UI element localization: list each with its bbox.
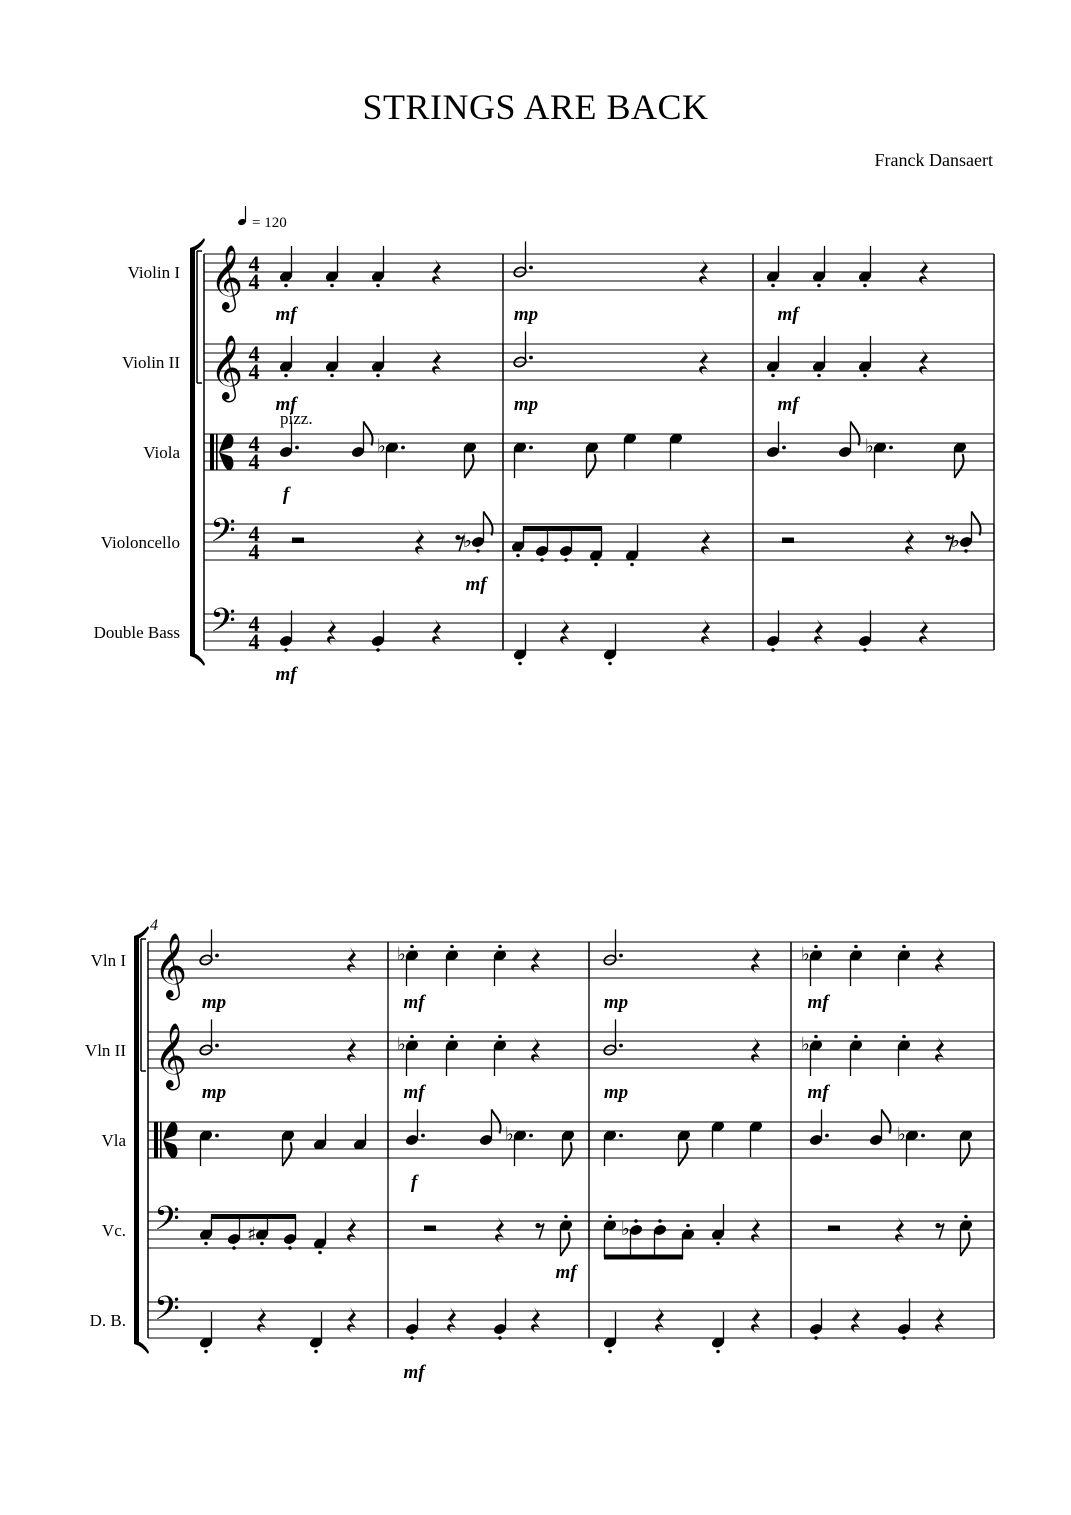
- note-flag: [484, 511, 493, 535]
- augmentation-dot: [421, 1134, 425, 1138]
- half-rest: [424, 1226, 436, 1232]
- alto-clef-bar: [154, 1122, 158, 1158]
- time-signature-bottom: 4: [248, 539, 260, 564]
- staccato-dot: [518, 662, 522, 666]
- dynamic-marking: mf: [275, 664, 297, 685]
- treble-clef: 𝄞: [210, 335, 244, 400]
- time-signature-top: 4: [248, 521, 260, 546]
- augmentation-dot: [215, 1044, 219, 1048]
- note-flag: [961, 1142, 970, 1166]
- dynamic-marking: mp: [513, 394, 539, 415]
- staccato-dot: [594, 563, 598, 567]
- bracket-bottom-hook: [134, 1340, 149, 1354]
- staccato-dot: [608, 1350, 612, 1354]
- dynamic-marking: mf: [275, 304, 297, 325]
- dynamic-marking: mf: [777, 394, 799, 415]
- instrument-name: Violin I: [127, 263, 180, 282]
- note-beam: [604, 1255, 683, 1260]
- note-flag: [955, 454, 964, 478]
- staccato-dot: [498, 1035, 502, 1039]
- staccato-dot: [964, 549, 968, 553]
- staccato-dot: [204, 1350, 208, 1354]
- flat-accidental: ♭: [801, 943, 810, 966]
- staccato-dot: [854, 945, 858, 949]
- staccato-dot: [284, 374, 288, 378]
- treble-clef: 𝄞: [154, 1023, 188, 1088]
- measure-number: 4: [150, 917, 158, 934]
- staccato-dot: [410, 945, 414, 949]
- treble-clef: 𝄞: [154, 933, 188, 998]
- note-beam: [523, 526, 602, 531]
- staccato-dot: [863, 648, 867, 652]
- bass-clef: 𝄢: [210, 602, 236, 648]
- score-title: STRINGS ARE BACK: [362, 87, 709, 127]
- alto-clef-bar: [216, 434, 218, 470]
- staccato-dot: [318, 1251, 322, 1255]
- staccato-dot: [376, 284, 380, 288]
- dynamic-marking: f: [282, 484, 290, 505]
- staccato-dot: [716, 1242, 720, 1246]
- note-flag: [961, 1232, 970, 1256]
- staccato-dot: [902, 945, 906, 949]
- bracket-top-hook: [190, 238, 205, 252]
- staccato-dot: [450, 945, 454, 949]
- time-signature-top: 4: [248, 611, 260, 636]
- dynamic-marking: mp: [603, 992, 629, 1013]
- instrument-name: Violin II: [122, 353, 180, 372]
- staccato-dot: [686, 1224, 690, 1228]
- staccato-dot: [814, 1035, 818, 1039]
- staccato-dot: [771, 374, 775, 378]
- time-signature-top: 4: [248, 251, 260, 276]
- dynamic-marking: mf: [403, 1082, 425, 1103]
- note-flag: [972, 511, 981, 535]
- instrument-name: Double Bass: [93, 623, 180, 642]
- time-signature-bottom: 4: [248, 359, 260, 384]
- augmentation-dot: [401, 446, 405, 450]
- augmentation-dot: [295, 446, 299, 450]
- augmentation-dot: [782, 446, 786, 450]
- staccato-dot: [964, 1215, 968, 1219]
- note-flag: [851, 421, 860, 445]
- sharp-accidental: ♯: [247, 1223, 257, 1246]
- expression-text: pizz.: [280, 409, 313, 428]
- flat-accidental: ♭: [865, 435, 874, 458]
- instrument-name: Vln II: [84, 1041, 126, 1060]
- staccato-dot: [284, 648, 288, 652]
- augmentation-dot: [921, 1134, 925, 1138]
- instrument-name: D. B.: [89, 1311, 126, 1330]
- half-rest: [828, 1226, 840, 1232]
- dynamic-marking: mf: [465, 574, 487, 595]
- staccato-dot: [288, 1246, 292, 1250]
- staccato-dot: [284, 284, 288, 288]
- bass-clef: 𝄢: [210, 512, 236, 558]
- instrument-name: Viola: [143, 443, 180, 462]
- staccato-dot: [814, 1336, 818, 1340]
- flat-accidental: ♭: [463, 530, 472, 552]
- alto-clef-bar: [160, 1122, 162, 1158]
- tempo-marking: = 120: [252, 215, 287, 231]
- staccato-dot: [410, 1336, 414, 1340]
- bracket-bottom-hook: [190, 652, 205, 666]
- augmentation-dot: [529, 446, 533, 450]
- bass-clef: 𝄢: [154, 1290, 180, 1336]
- composer-name: Franck Dansaert: [874, 150, 993, 170]
- instrument-name: Vc.: [101, 1221, 126, 1240]
- staccato-dot: [540, 558, 544, 562]
- staccato-dot: [630, 563, 634, 567]
- augmentation-dot: [825, 1134, 829, 1138]
- augmentation-dot: [215, 1134, 219, 1138]
- time-signature-top: 4: [248, 431, 260, 456]
- staccato-dot: [814, 945, 818, 949]
- staccato-dot: [204, 1242, 208, 1246]
- flat-accidental: ♭: [505, 1123, 514, 1146]
- note-beam: [211, 1214, 296, 1219]
- bass-clef: 𝄢: [154, 1200, 180, 1246]
- augmentation-dot: [529, 1134, 533, 1138]
- time-signature-bottom: 4: [248, 449, 260, 474]
- time-signature-bottom: 4: [248, 269, 260, 294]
- dynamic-marking: mf: [555, 1262, 577, 1283]
- dynamic-marking: mp: [513, 304, 539, 325]
- dynamic-marking: mf: [807, 992, 829, 1013]
- augmentation-dot: [529, 266, 533, 270]
- staccato-dot: [498, 945, 502, 949]
- staccato-dot: [608, 1215, 612, 1219]
- staccato-dot: [902, 1336, 906, 1340]
- staccato-dot: [716, 1350, 720, 1354]
- note-flag: [492, 1109, 501, 1133]
- staccato-dot: [476, 549, 480, 553]
- time-signature-bottom: 4: [248, 629, 260, 654]
- dynamic-marking: mf: [807, 1082, 829, 1103]
- flat-accidental: ♭: [951, 530, 960, 552]
- dynamic-marking: mf: [275, 394, 297, 415]
- augmentation-dot: [889, 446, 893, 450]
- staccato-dot: [817, 284, 821, 288]
- staccato-dot: [817, 374, 821, 378]
- note-flag: [563, 1142, 572, 1166]
- staccato-dot: [771, 648, 775, 652]
- flat-accidental: ♭: [621, 1218, 630, 1240]
- note-flag: [679, 1142, 688, 1166]
- dynamic-marking: mf: [403, 992, 425, 1013]
- instrument-name: Vla: [101, 1131, 126, 1150]
- dynamic-marking: mf: [777, 304, 799, 325]
- note-flag: [587, 454, 596, 478]
- staccato-dot: [658, 1219, 662, 1223]
- staccato-dot: [634, 1219, 638, 1223]
- staccato-dot: [564, 1215, 568, 1219]
- flat-accidental: ♭: [397, 1033, 406, 1056]
- staccato-dot: [516, 554, 520, 558]
- staccato-dot: [498, 1336, 502, 1340]
- instrument-name: Violoncello: [100, 533, 180, 552]
- note-flag: [364, 421, 373, 445]
- staccato-dot: [771, 284, 775, 288]
- staccato-dot: [376, 648, 380, 652]
- staccato-dot: [902, 1035, 906, 1039]
- treble-clef: 𝄞: [210, 245, 244, 310]
- alto-clef-bar: [210, 434, 214, 470]
- staccato-dot: [330, 284, 334, 288]
- half-rest: [782, 538, 794, 544]
- dynamic-marking: mp: [201, 1082, 227, 1103]
- dynamic-marking: f: [410, 1172, 418, 1193]
- staff-group-bracket: [134, 936, 139, 1344]
- note-flag: [283, 1142, 292, 1166]
- instrument-name: Vln I: [90, 951, 126, 970]
- staccato-dot: [450, 1035, 454, 1039]
- staccato-dot: [330, 374, 334, 378]
- half-rest: [292, 538, 304, 544]
- augmentation-dot: [619, 954, 623, 958]
- augmentation-dot: [529, 356, 533, 360]
- note-flag: [882, 1109, 891, 1133]
- dynamic-marking: mp: [603, 1082, 629, 1103]
- staccato-dot: [314, 1350, 318, 1354]
- flat-accidental: ♭: [397, 943, 406, 966]
- staccato-dot: [410, 1035, 414, 1039]
- note-flag: [561, 1232, 570, 1256]
- dynamic-marking: mp: [201, 992, 227, 1013]
- augmentation-dot: [619, 1134, 623, 1138]
- bracket-top-hook: [134, 926, 149, 940]
- staccato-dot: [564, 558, 568, 562]
- augmentation-dot: [619, 1044, 623, 1048]
- time-signature-top: 4: [248, 341, 260, 366]
- flat-accidental: ♭: [377, 435, 386, 458]
- dynamic-marking: mf: [403, 1362, 425, 1383]
- staccato-dot: [232, 1246, 236, 1250]
- staccato-dot: [854, 1035, 858, 1039]
- staff-group-bracket: [190, 248, 195, 656]
- flat-accidental: ♭: [801, 1033, 810, 1056]
- flat-accidental: ♭: [897, 1123, 906, 1146]
- staccato-dot: [863, 284, 867, 288]
- note-flag: [465, 454, 474, 478]
- staccato-dot: [863, 374, 867, 378]
- staccato-dot: [376, 374, 380, 378]
- staccato-dot: [608, 662, 612, 666]
- staccato-dot: [260, 1242, 264, 1246]
- augmentation-dot: [215, 954, 219, 958]
